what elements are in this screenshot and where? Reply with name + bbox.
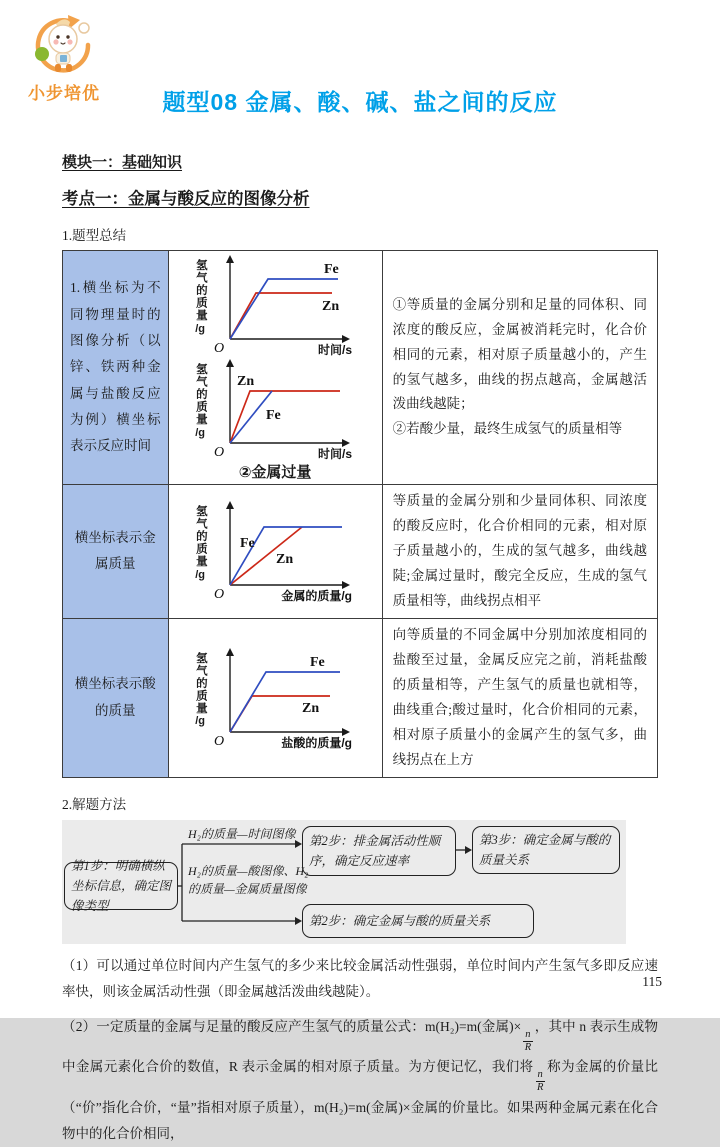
n-over-r-fraction	[536, 1069, 545, 1094]
page-number: 115	[642, 974, 662, 989]
table-row	[63, 251, 658, 485]
y-axis-unit: /g	[195, 322, 205, 335]
h2-vs-time-acid-excess-graph	[169, 253, 382, 357]
fraction-numerator: n	[536, 1069, 545, 1082]
row2-analysis-cell	[382, 485, 657, 619]
n-over-r-fraction	[523, 1029, 532, 1054]
origin-label: O	[213, 341, 224, 356]
summary-table	[62, 250, 658, 778]
row3-label-cell	[63, 618, 169, 777]
origin-label: O	[213, 587, 224, 603]
subheading-pattern-summary: 1.题型总结	[62, 228, 127, 243]
x-axis-label: 时间/s	[317, 447, 352, 461]
mascot-icon	[22, 12, 106, 78]
y-axis-label	[194, 357, 206, 439]
y-axis-label-text: 氢气的质量	[194, 259, 207, 322]
zn-label: Zn	[301, 700, 319, 716]
y-axis-label-text: 氢气的质量	[194, 505, 207, 568]
fe-label: Fe	[323, 262, 339, 277]
fe-label: Fe	[265, 408, 281, 423]
brand-name: 小步培优	[28, 84, 100, 103]
origin-label: O	[213, 733, 224, 749]
y-axis-unit: /g	[195, 568, 205, 581]
y-axis-label	[194, 646, 206, 728]
row1-graphs-cell	[168, 251, 382, 485]
row3-analysis-cell	[382, 618, 657, 777]
logo-badge	[35, 47, 49, 61]
flow-step2b-box: 第2步：确定金属与酸的质量关系	[302, 904, 534, 938]
row-label: 横坐标表示酸的质量	[74, 676, 156, 718]
x-axis-label: 盐酸的质量/g	[281, 735, 352, 750]
row3-graph-cell	[168, 618, 382, 777]
h2-vs-acid-mass-graph	[169, 646, 382, 750]
page-title: 题型08 金属、酸、碱、盐之间的反应	[162, 89, 558, 115]
arrowhead-icon	[295, 840, 302, 848]
y-axis-unit: /g	[195, 715, 205, 728]
analysis-point-1: 向等质量的不同金属中分别加浓度相同的盐酸至过量，金属反应完之前，消耗盐酸的质量相等，产生氢气的质量也就相等，曲线重合;酸过量时，化合价相同的元素，相对原子质量小的金属产生的氢气多，曲线拐点在上方	[392, 626, 647, 767]
y-axis-label	[194, 499, 206, 581]
x-axis-label: 金属的质量/g	[281, 589, 352, 604]
heading-module: 模块一：基础知识	[62, 155, 183, 171]
flow-branch-bottom-label: H₂的质量—酸图像、H₂的质量—金属质量图像	[188, 863, 309, 896]
y-axis-label	[194, 253, 206, 335]
origin-label: O	[213, 445, 224, 460]
zn-label: Zn	[321, 299, 339, 314]
fraction-numerator: n	[523, 1029, 532, 1042]
h2-vs-time-metal-excess-graph	[169, 357, 382, 461]
zn-label: Zn	[236, 374, 254, 389]
brand-logo	[16, 12, 112, 104]
plot-area	[206, 253, 356, 357]
row-label: 横坐标表示金属质量	[74, 530, 156, 572]
paragraph-2	[62, 1014, 658, 1147]
paragraph-2-segment: ，其中 n 表示生成物中金属元素化合价的数值，R 表示金属的相对原子质量。为方便记忆，我们将	[62, 1019, 659, 1075]
arrowhead-icon	[295, 917, 302, 925]
flow-step3-box: 第3步：确定金属与酸的质量关系	[472, 826, 620, 874]
fe-curve	[230, 672, 340, 732]
flow-step2a-box: 第2步：排金属活动性顺序，确定反应速率	[302, 826, 456, 876]
heading-kaodian: 考点一：金属与酸反应的图像分析	[62, 189, 310, 208]
table-row	[63, 485, 658, 619]
method-flowchart	[62, 820, 626, 944]
paragraph-2-segment: 称为金属的价量比（“价”指化合价，“量”指相对原子质量），m(H₂)=m(金属)×金属的价量比。如果两种金属元素在化合物中的化合价相同，	[62, 1059, 658, 1141]
y-axis-unit: /g	[195, 426, 205, 439]
plot-area	[206, 646, 356, 750]
flow-branch-top-label: H₂的质量—时间图像	[188, 826, 296, 841]
row2-label-cell	[63, 485, 169, 619]
fe-label: Fe	[309, 654, 325, 670]
zn-curve	[230, 391, 340, 443]
arrowhead-icon	[465, 846, 472, 854]
x-axis-label: 时间/s	[317, 343, 352, 357]
row2-graph-cell	[168, 485, 382, 619]
row1-analysis-cell	[382, 251, 657, 485]
row-label: 1.横坐标为不同物理量时的图像分析（以锌、铁两种金属与盐酸反应为例）横坐标表示反应时间	[70, 280, 161, 454]
flow-step1-box: 第1步：明确横纵坐标信息，确定图像类型	[64, 862, 178, 910]
y-axis-label-text: 氢气的质量	[194, 651, 207, 715]
plot-area	[206, 499, 356, 603]
graph2-caption: ②金属过量	[238, 464, 312, 481]
subheading-solution-method: 2.解题方法	[62, 796, 127, 812]
paragraph-2-segment: （2）一定质量的金属与足量的酸反应产生氢气的质量公式：m(H₂)=m(金属)×	[62, 1019, 522, 1035]
fraction-denominator: R	[524, 1042, 532, 1054]
analysis-point-2: ②若酸少量，最终生成氢气的质量相等	[392, 421, 623, 437]
row1-label-cell	[63, 251, 169, 485]
analysis-point-1: 等质量的金属分别和少量同体积、同浓度的酸反应时，化合价相同的元素，相对原子质量越小的，生成的氢气越多，曲线越陡;金属过量时，酸完全反应，生成的氢气质量相等，曲线拐点相平	[392, 493, 647, 608]
zn-label: Zn	[275, 552, 293, 568]
analysis-point-1: ①等质量的金属分别和足量的同体积、同浓度的酸反应，金属被消耗完时，化合价相同的元素，相对原子质量越小的，产生的氢气越多，曲线的拐点越高，金属越活泼曲线越陡；	[392, 296, 647, 412]
fe-label: Fe	[239, 536, 255, 552]
paragraph-1: （1）可以通过单位时间内产生氢气的多少来比较金属活动性强弱，单位时间内产生氢气多即反应速率快，则该金属活动性强（即金属越活泼曲线越陡）。	[62, 957, 658, 999]
fraction-denominator: R	[536, 1082, 544, 1094]
h2-vs-metal-mass-graph	[169, 499, 382, 603]
table-row	[63, 618, 658, 777]
y-axis-label-text: 氢气的质量	[194, 363, 207, 426]
plot-area	[206, 357, 356, 461]
content-column	[0, 151, 720, 1147]
